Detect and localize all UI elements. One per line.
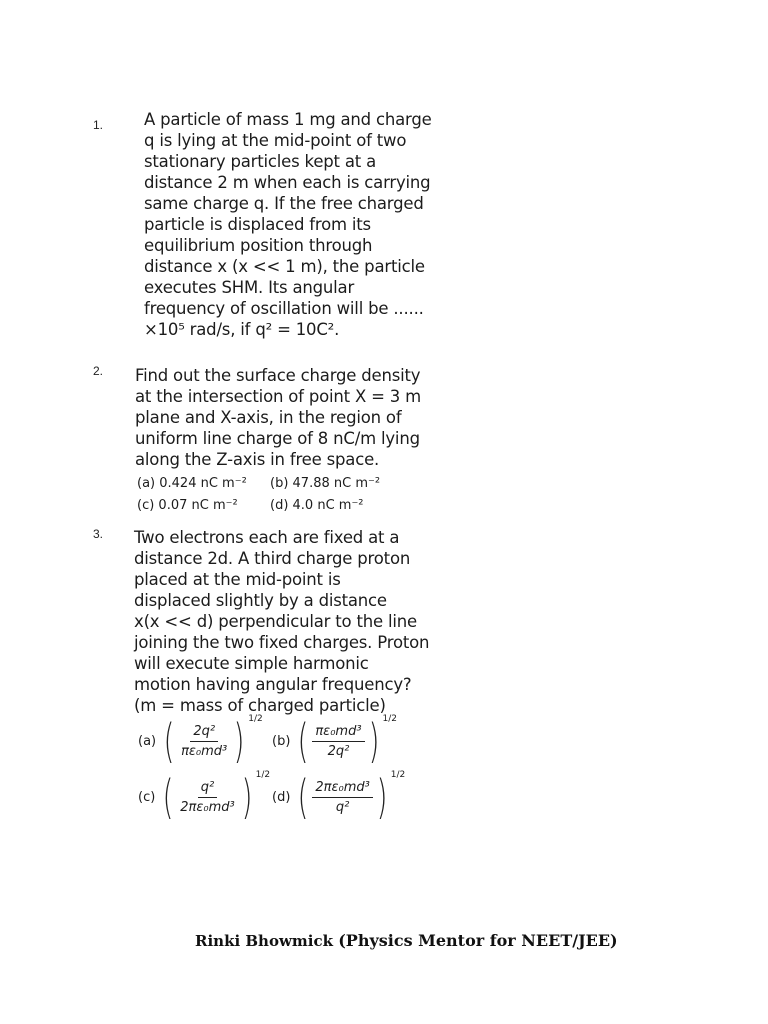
question-2-options bbox=[137, 473, 397, 519]
fraction bbox=[312, 724, 364, 759]
right-paren-icon: ) bbox=[241, 770, 253, 824]
question-3-number: 3. bbox=[93, 527, 104, 541]
exponent: 1/2 bbox=[390, 770, 406, 780]
left-paren-icon: ( bbox=[297, 770, 309, 824]
q1-line: distance 2 m when each is carrying bbox=[144, 173, 431, 192]
q3-line: distance 2d. A third charge proton bbox=[134, 549, 411, 568]
q3-option-b bbox=[272, 714, 397, 768]
q1-line: stationary particles kept at a bbox=[144, 152, 377, 171]
fraction bbox=[178, 724, 230, 759]
denominator: πε₀md³ bbox=[181, 743, 228, 759]
q3-line: Two electrons each are fixed at a bbox=[134, 528, 400, 547]
footer-credit bbox=[195, 931, 618, 950]
q3-line: joining the two fixed charges. Proton bbox=[134, 633, 430, 652]
q3-line: x(x << d) perpendicular to the line bbox=[134, 612, 417, 631]
q1-line: A particle of mass 1 mg and charge bbox=[144, 110, 432, 129]
q3-option-d bbox=[272, 770, 406, 824]
numerator: πε₀md³ bbox=[312, 724, 364, 742]
q1-line: frequency of oscillation will be ...... bbox=[144, 299, 424, 318]
question-1-number: 1. bbox=[93, 118, 104, 132]
q3-line: placed at the mid-point is bbox=[134, 570, 341, 589]
option-label: (c) bbox=[138, 789, 156, 805]
q2-line: uniform line charge of 8 nC/m lying bbox=[135, 429, 420, 448]
denominator: q² bbox=[335, 799, 350, 815]
q1-line: q is lying at the mid-point of two bbox=[144, 131, 407, 150]
numerator: q² bbox=[198, 780, 217, 798]
question-3-text bbox=[134, 527, 429, 716]
left-paren-icon: ( bbox=[162, 770, 174, 824]
option-label: (a) bbox=[138, 733, 157, 749]
fraction bbox=[177, 780, 237, 815]
author-subtitle: (Physics Mentor for NEET/JEE) bbox=[338, 931, 618, 950]
right-paren-icon: ) bbox=[233, 714, 245, 768]
right-paren-icon: ) bbox=[376, 770, 388, 824]
question-2-number: 2. bbox=[93, 364, 104, 378]
numerator: 2q² bbox=[190, 724, 218, 742]
q1-line: executes SHM. Its angular bbox=[144, 278, 355, 297]
exponent: 1/2 bbox=[255, 770, 271, 780]
exponent: 1/2 bbox=[382, 714, 397, 724]
left-paren-icon: ( bbox=[297, 714, 309, 768]
numerator: 2πε₀md³ bbox=[312, 780, 372, 798]
left-paren-icon: ( bbox=[163, 714, 175, 768]
denominator: 2πε₀md³ bbox=[180, 799, 235, 815]
option-label: (b) bbox=[272, 733, 291, 749]
option-a: (a) 0.424 nC m⁻² bbox=[137, 476, 247, 491]
q1-line: ×10⁵ rad/s, if q² = 10C². bbox=[144, 320, 340, 339]
option-label: (d) bbox=[272, 789, 291, 805]
option-b: (b) 47.88 nC m⁻² bbox=[270, 476, 381, 491]
q3-line: displaced slightly by a distance bbox=[134, 591, 387, 610]
question-2-text bbox=[135, 365, 421, 470]
q1-line: same charge q. If the free charged bbox=[144, 194, 424, 213]
question-1-text bbox=[144, 109, 432, 340]
denominator: 2q² bbox=[327, 743, 350, 759]
option-d: (d) 4.0 nC m⁻² bbox=[270, 498, 364, 513]
q2-line: at the intersection of point X = 3 m bbox=[135, 387, 421, 406]
q1-line: distance x (x << 1 m), the particle bbox=[144, 257, 425, 276]
q1-line: particle is displaced from its bbox=[144, 215, 371, 234]
q3-option-c bbox=[138, 770, 271, 824]
q3-line: motion having angular frequency? bbox=[134, 675, 412, 694]
fraction bbox=[312, 780, 372, 815]
q2-line: Find out the surface charge density bbox=[135, 366, 421, 385]
q2-line: plane and X-axis, in the region of bbox=[135, 408, 402, 427]
exponent: 1/2 bbox=[248, 714, 263, 724]
option-c: (c) 0.07 nC m⁻² bbox=[137, 498, 238, 513]
q2-line: along the Z-axis in free space. bbox=[135, 450, 380, 469]
q3-option-a bbox=[138, 714, 263, 768]
right-paren-icon: ) bbox=[368, 714, 379, 768]
q3-line: (m = mass of charged particle) bbox=[134, 696, 386, 715]
q3-line: will execute simple harmonic bbox=[134, 654, 369, 673]
author-name: Rinki Bhowmick bbox=[195, 932, 333, 950]
q1-line: equilibrium position through bbox=[144, 236, 373, 255]
